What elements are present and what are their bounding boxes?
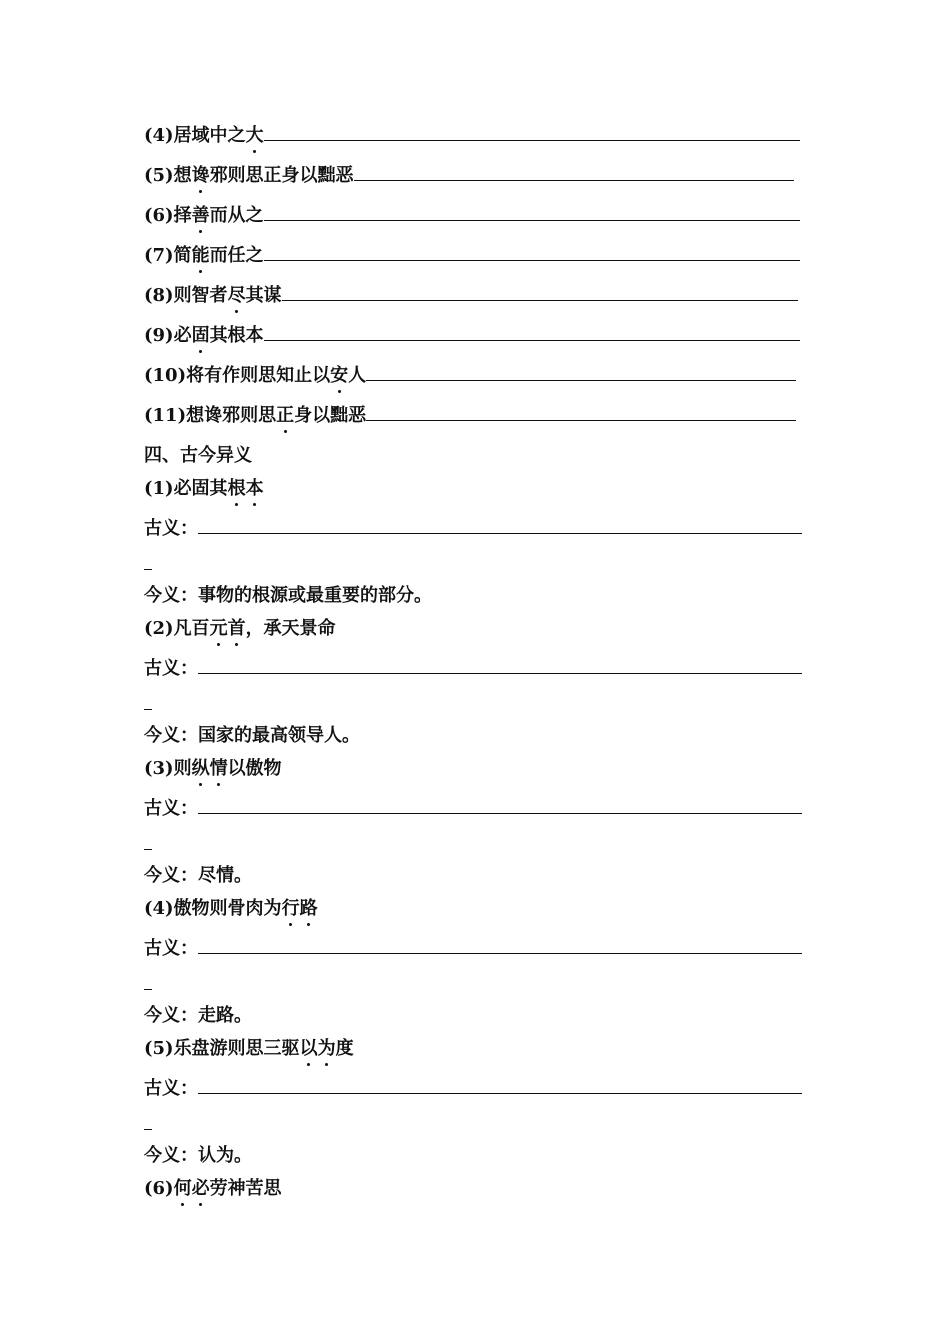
answer-blank[interactable]: [198, 1077, 802, 1094]
item-number: (4): [144, 125, 174, 146]
dotted-char: 安: [330, 365, 349, 386]
item-text: 而任之: [209, 245, 264, 266]
answer-blank[interactable]: [198, 937, 802, 954]
item-number: (8): [144, 285, 174, 306]
jin-yi-line: 今义：事物的根源或最重要的部分。: [144, 585, 432, 606]
item-number: (11): [144, 405, 187, 426]
dotted-char: 首: [227, 618, 246, 639]
translation-item: [144, 324, 800, 348]
dotted-char: 以: [299, 1038, 318, 1059]
gu-yi-line: [144, 797, 802, 821]
dotted-char: 纵: [191, 758, 210, 779]
translation-item: [144, 164, 794, 188]
item-number: (5): [144, 1038, 174, 1059]
item-text: 其根本: [209, 325, 264, 346]
gu-yi-label: 古义：: [144, 798, 198, 819]
item-number: (1): [144, 478, 174, 499]
answer-blank[interactable]: [282, 284, 798, 301]
item-text: 想谗邪则思: [186, 405, 277, 426]
translation-item: [144, 284, 798, 308]
dotted-char: 行: [281, 898, 300, 919]
item-text: 以傲物: [227, 758, 282, 779]
gu-yi-label: 古义：: [144, 1078, 198, 1099]
gu-yi-line: [144, 937, 802, 961]
section-heading: 四、古今异义: [144, 445, 252, 466]
item-text: 其谋: [245, 285, 282, 306]
item-text: 劳神苦思: [209, 1178, 282, 1199]
gu-yi-line: [144, 1077, 802, 1101]
item-text: 而从之: [209, 205, 264, 226]
gu-yi-label: 古义：: [144, 938, 198, 959]
gujin-item: [144, 477, 264, 501]
dotted-char: 必: [191, 1178, 210, 1199]
dotted-char: 元: [209, 618, 228, 639]
translation-item: [144, 244, 800, 268]
jin-yi-line: 今义：认为。: [144, 1145, 252, 1166]
item-text: ，承天景命: [245, 618, 336, 639]
answer-blank[interactable]: [264, 324, 800, 341]
gu-yi-label: 古义：: [144, 518, 198, 539]
item-text: 邪则思正身以黜恶: [209, 165, 354, 186]
line-wrap-dash: [144, 1129, 152, 1130]
answer-blank[interactable]: [354, 164, 794, 181]
item-text: 人: [348, 365, 367, 386]
line-wrap-dash: [144, 709, 152, 710]
item-text: 傲物则骨肉为: [173, 898, 282, 919]
item-number: (5): [144, 165, 174, 186]
translation-item: [144, 204, 800, 228]
item-number: (9): [144, 325, 174, 346]
item-number: (6): [144, 205, 174, 226]
item-text: 择: [173, 205, 192, 226]
gujin-item: [144, 1177, 282, 1201]
translation-item: [144, 364, 796, 388]
translation-item: [144, 404, 796, 428]
item-text: 则: [173, 758, 192, 779]
jin-yi-line: 今义：国家的最高领导人。: [144, 725, 360, 746]
item-text: 身以黜恶: [294, 405, 367, 426]
line-wrap-dash: [144, 569, 152, 570]
item-text: 简: [173, 245, 192, 266]
dotted-char: 本: [245, 478, 264, 499]
gujin-item: [144, 617, 336, 641]
dotted-char: 情: [209, 758, 228, 779]
gujin-item: [144, 897, 318, 921]
dotted-char: 为: [317, 1038, 336, 1059]
dotted-char: 谗: [191, 165, 210, 186]
answer-blank[interactable]: [198, 517, 802, 534]
item-text: 则智者: [173, 285, 228, 306]
item-number: (10): [144, 365, 187, 386]
line-wrap-dash: [144, 849, 152, 850]
item-text: 必: [173, 325, 192, 346]
item-text: 将有作则思知止以: [186, 365, 331, 386]
answer-blank[interactable]: [198, 657, 802, 674]
gu-yi-line: [144, 657, 802, 681]
answer-blank[interactable]: [264, 124, 800, 141]
dotted-char: 能: [191, 245, 210, 266]
item-text: 想: [173, 165, 192, 186]
dotted-char: 善: [191, 205, 210, 226]
item-number: (3): [144, 758, 174, 779]
dotted-char: 尽: [227, 285, 246, 306]
jin-yi-line: 今义：走路。: [144, 1005, 252, 1026]
dotted-char: 根: [227, 478, 246, 499]
item-text: 居域中之: [173, 125, 246, 146]
gu-yi-label: 古义：: [144, 658, 198, 679]
dotted-char: 正: [276, 405, 295, 426]
dotted-char: 大: [245, 125, 264, 146]
dotted-char: 固: [191, 325, 210, 346]
item-text: 乐盘游则思三驱: [173, 1038, 300, 1059]
gujin-item: [144, 757, 282, 781]
dotted-char: 何: [173, 1178, 192, 1199]
translation-item: [144, 124, 800, 148]
answer-blank[interactable]: [366, 364, 796, 381]
dotted-char: 路: [299, 898, 318, 919]
item-number: (7): [144, 245, 174, 266]
item-text: 度: [335, 1038, 354, 1059]
item-text: 必固其: [173, 478, 228, 499]
answer-blank[interactable]: [264, 204, 800, 221]
item-text: 凡百: [173, 618, 210, 639]
item-number: (2): [144, 618, 174, 639]
line-wrap-dash: [144, 989, 152, 990]
gu-yi-line: [144, 517, 802, 541]
answer-blank[interactable]: [198, 797, 802, 814]
answer-blank[interactable]: [264, 244, 800, 261]
jin-yi-line: 今义：尽情。: [144, 865, 252, 886]
answer-blank[interactable]: [366, 404, 796, 421]
gujin-item: [144, 1037, 354, 1061]
item-number: (6): [144, 1178, 174, 1199]
item-number: (4): [144, 898, 174, 919]
